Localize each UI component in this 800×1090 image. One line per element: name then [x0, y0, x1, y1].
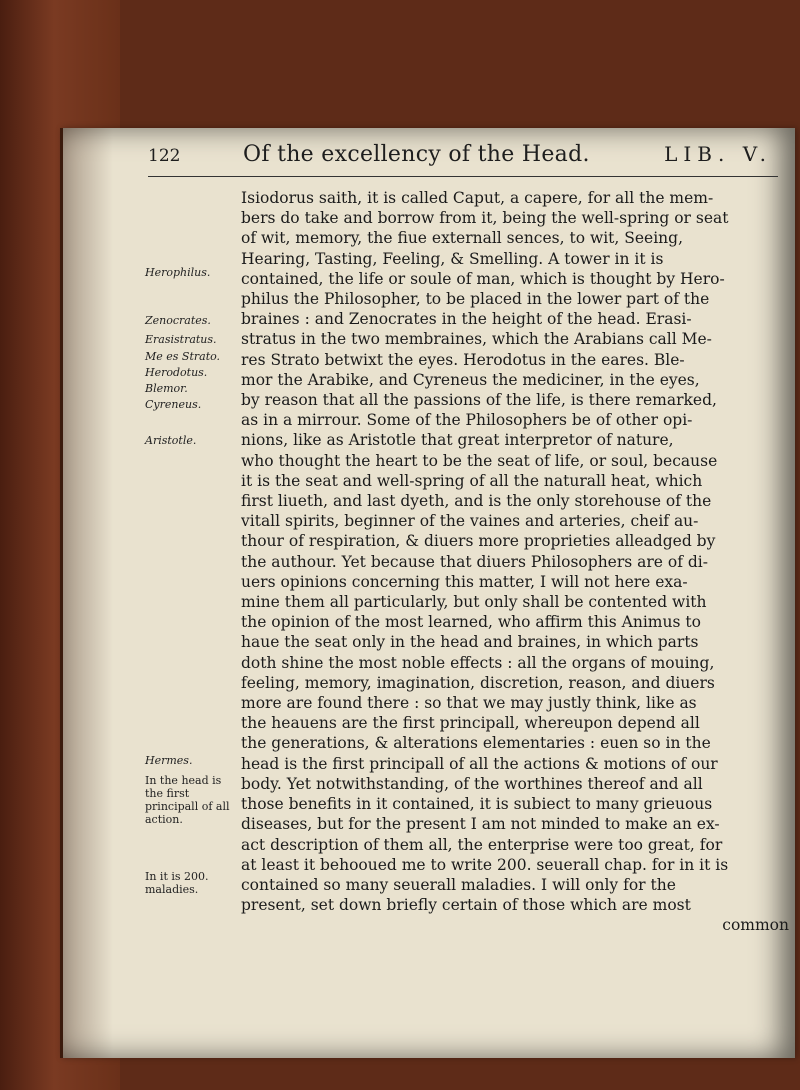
margin-note-aristotle: Aristotle. — [145, 434, 197, 447]
text-line: diseases, but for the present I am not minded to make an ex- — [241, 815, 720, 834]
text-line: bers do take and borrow from it, being the well-spring or seat — [241, 209, 729, 228]
text-line: vitall spirits, beginner of the vaines and arteries, cheif au- — [241, 512, 699, 531]
running-title: Of the excellency of the Head. — [243, 142, 590, 167]
text-line: it is the seat and well-spring of all the naturall heat, which — [241, 471, 703, 490]
margin-note-head-principall: In the head is the first principall of all action. — [145, 774, 230, 826]
margin-note-herophilus: Herophilus. — [145, 266, 211, 279]
text-line: contained so many seuerall maladies. I will only for the — [241, 875, 676, 894]
text-line: res Strato betwixt the eyes. Herodotus in the eares. Ble- — [241, 350, 685, 369]
text-line: who thought the heart to be the seat of life, or soul, because — [241, 451, 718, 470]
text-line: the opinion of the most learned, who affirm this Animus to — [241, 613, 701, 632]
text-line: body. Yet notwithstanding, of the worthines thereof and all — [241, 774, 703, 793]
margin-note-erasistratus: Erasistratus. — [145, 333, 217, 346]
text-line: haue the seat only in the head and braines, in which parts — [241, 633, 699, 652]
margin-note-zenocrates: Zenocrates. — [145, 314, 211, 327]
book-label: LIB. V. — [664, 142, 772, 166]
text-line: present, set down briefly certain of those which are most — [241, 896, 691, 915]
text-line: by reason that all the passions of the life, is there remarked, — [241, 391, 717, 410]
running-header — [148, 142, 778, 177]
text-line: first liueth, and last dyeth, and is the only storehouse of the — [241, 492, 712, 511]
page-number: 122 — [148, 146, 181, 166]
text-line: head is the first principall of all the actions & motions of our — [241, 754, 718, 773]
text-line: braines : and Zenocrates in the height of the head. Erasi- — [241, 310, 692, 329]
text-line: uers opinions concerning this matter, I will not here exa- — [241, 572, 688, 591]
text-line: as in a mirrour. Some of the Philosophers be of other opi- — [241, 411, 693, 430]
body-text — [241, 188, 789, 936]
text-line: at least it behooued me to write 200. seuerall chap. for in it is — [241, 855, 729, 874]
text-line: act description of them all, the enterprise were too great, for — [241, 835, 723, 854]
text-line: doth shine the most noble effects : all the organs of mouing, — [241, 653, 715, 672]
text-line: of wit, memory, the fiue externall sences, to wit, Seeing, — [241, 229, 684, 248]
margin-note-blemor: Blemor. — [145, 382, 188, 395]
text-line: thour of respiration, & diuers more proprieties alleadged by — [241, 532, 716, 551]
margin-note-cyreneus: Cyreneus. — [145, 398, 202, 411]
text-line: mine them all particularly, but only shall be contented with — [241, 593, 707, 612]
text-line: those benefits in it contained, it is subiect to many grieuous — [241, 795, 713, 814]
book-page — [60, 128, 795, 1058]
text-line: the generations, & alterations elementaries : euen so in the — [241, 734, 711, 753]
text-line: Hearing, Tasting, Feeling, & Smelling. A tower in it is — [241, 249, 664, 268]
text-line: contained, the life or soule of man, which is thought by Hero- — [241, 269, 725, 288]
margin-note-strato: Me es Strato. — [145, 350, 221, 363]
text-line: stratus in the two membraines, which the Arabians call Me- — [241, 330, 712, 349]
text-line: mor the Arabike, and Cyreneus the mediciner, in the eyes, — [241, 370, 700, 389]
text-line: the authour. Yet because that diuers Philosophers are of di- — [241, 552, 708, 571]
text-line: more are found there : so that we may justly think, like as — [241, 694, 697, 713]
text-line: nions, like as Aristotle that great interpretor of nature, — [241, 431, 674, 450]
text-line: philus the Philosopher, to be placed in the lower part of the — [241, 290, 710, 309]
text-line: the heauens are the first principall, whereupon depend all — [241, 714, 700, 733]
catchword: common — [722, 916, 789, 935]
margin-note-herodotus: Herodotus. — [145, 366, 208, 379]
margin-note-hermes: Hermes. — [145, 754, 193, 767]
text-line: Isiodorus saith, it is called Caput, a capere, for all the mem- — [241, 189, 714, 207]
text-line: feeling, memory, imagination, discretion, reason, and diuers — [241, 673, 715, 692]
margin-note-maladies: In it is 200. maladies. — [145, 870, 209, 896]
marginal-notes — [145, 190, 235, 1050]
